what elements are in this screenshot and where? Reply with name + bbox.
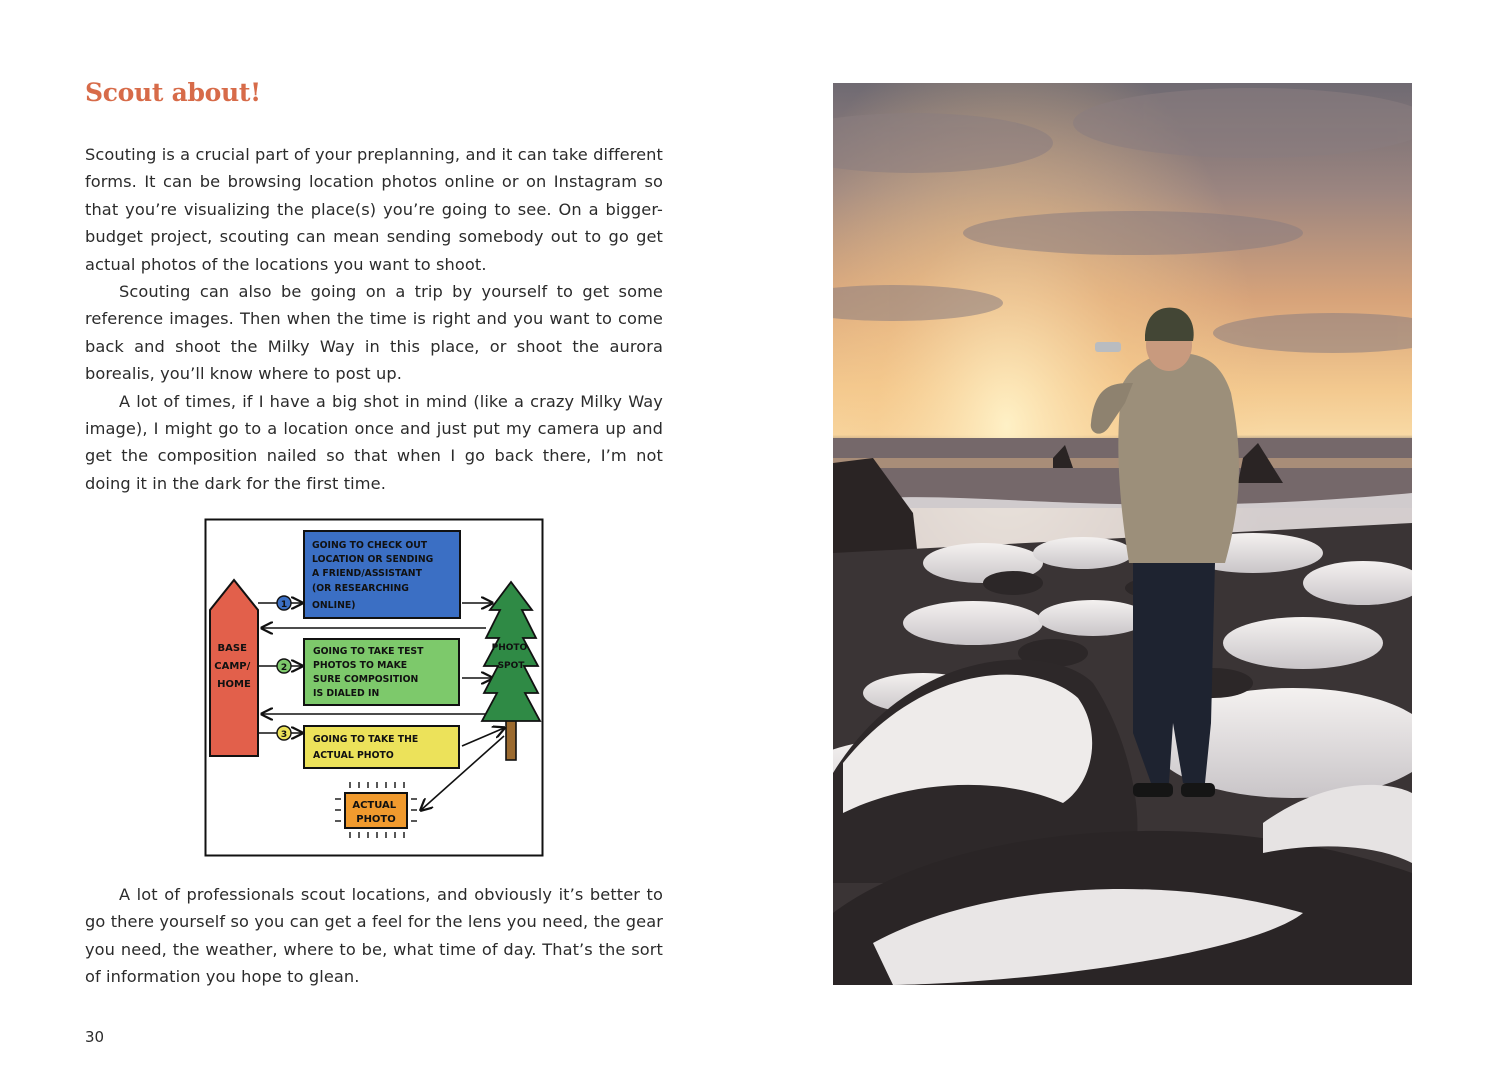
step-3-box bbox=[304, 726, 459, 768]
svg-text:1: 1 bbox=[280, 600, 288, 610]
paragraph: A lot of times, if I have a big shot in mind (like a crazy Milky Way image), I might go to a location once and just put my camera up and get the composition nailed so that when I go back there, I’m not doing it in the dark for the first time. bbox=[85, 391, 663, 493]
page-number: 30 bbox=[85, 1028, 105, 1046]
photo-spot-label: PHOTO SPOT bbox=[491, 643, 528, 671]
paragraph: A lot of professionals scout locations, and obviously it’s better to go there yourself so you can get a feel for the lens you need, the gear you need, the weather, where to be, what time of day. That’s the sort of information you hope to glean. bbox=[85, 885, 663, 987]
paragraph: Scouting can also be going on a trip by yourself to get some reference images. Then when the time is right and you want to come back and shoot the Milky Way in this place, or shoot the aurora borealis, you’ll know where to post up. bbox=[85, 282, 663, 384]
body-text-bottom bbox=[85, 881, 663, 991]
step-1-text: GOING TO CHECK OUT LOCATION OR SENDING A FRIEND/ASSISTANT (OR RESEARCHING ONLINE) bbox=[312, 540, 434, 611]
paragraph: Scouting is a crucial part of your preplanning, and it can take different forms. It can be browsing location photos online or on Instagram so that you’re visualizing the place(s) you’re going to see. On a bigger-budget project, scouting can mean sending somebody out to go get actual photos of the locations you want to shoot. bbox=[85, 145, 663, 274]
body-text-top bbox=[85, 141, 663, 497]
svg-text:2: 2 bbox=[280, 663, 288, 673]
actual-photo-label: ACTUAL PHOTO bbox=[352, 800, 397, 825]
coastal-scouting-photo bbox=[833, 83, 1412, 985]
svg-text:3: 3 bbox=[280, 730, 288, 740]
home-label: BASE CAMP/ HOME bbox=[214, 643, 251, 690]
step-2-text: GOING TO TAKE TEST PHOTOS TO MAKE SURE COMPOSITION IS DIALED IN bbox=[313, 646, 424, 699]
scouting-diagram bbox=[204, 518, 545, 858]
step-3-text: GOING TO TAKE THE ACTUAL PHOTO bbox=[313, 734, 419, 761]
page-heading: Scout about! bbox=[85, 78, 261, 107]
tree-trunk bbox=[506, 720, 516, 760]
